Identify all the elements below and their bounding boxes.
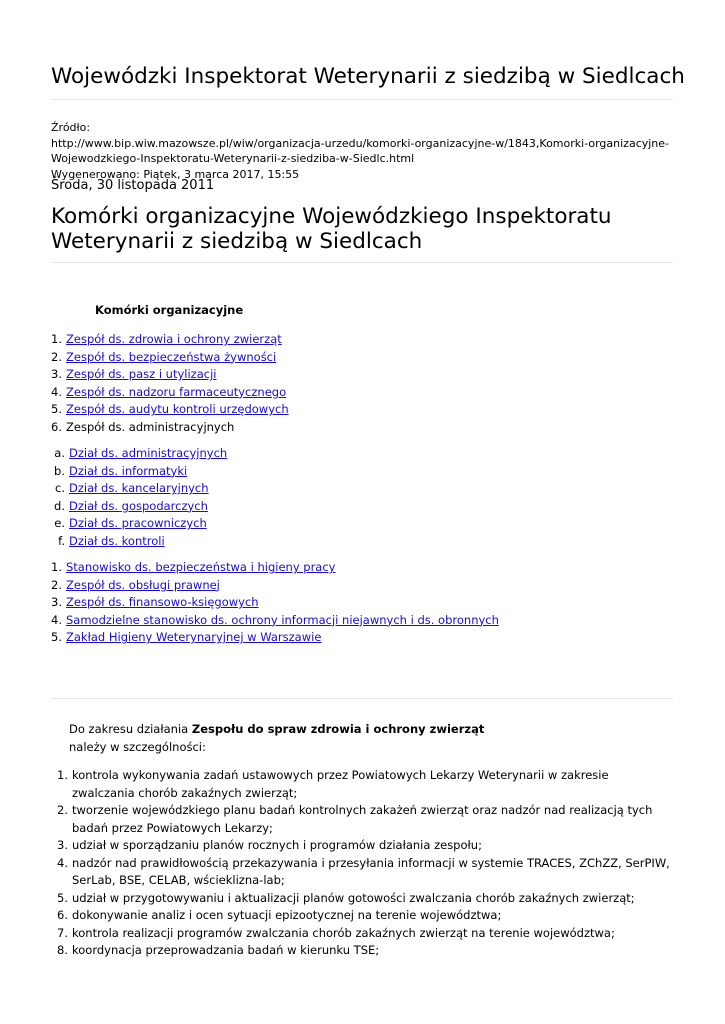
list-link[interactable]: Zespół ds. bezpieczeństwa żywności	[66, 349, 277, 364]
list-number: c.	[55, 481, 65, 496]
duty-text: koordynacja przeprowadzania badań w kierunku TSE;	[72, 943, 380, 957]
list-link[interactable]: Zespół ds. pasz i utylizacji	[66, 367, 217, 382]
duty-item	[57, 802, 672, 837]
list-link[interactable]: Zakład Higieny Weterynaryjnej w Warszawie	[66, 630, 322, 645]
list-number: 5.	[51, 402, 62, 417]
duty-number: 5.	[57, 890, 68, 905]
duty-text: kontrola realizacji programów zwalczania chorób zakaźnych zwierząt na terenie województwa;	[72, 925, 615, 940]
positions-list	[51, 559, 499, 647]
source-meta	[51, 120, 676, 182]
list-number: e.	[54, 516, 65, 531]
duty-text: nadzór nad prawidłowością przekazywania i przesyłania informacji w systemie TRACES, ZChZZ, SerPIW, SerLab, BSE, CELAB, wścieklizna-lab;	[72, 855, 670, 887]
duty-number: 2.	[57, 803, 68, 817]
duty-item	[57, 942, 672, 960]
list-number: 2.	[51, 577, 62, 592]
list-number: b.	[54, 463, 65, 478]
units-list	[51, 331, 289, 437]
list-number: 3.	[51, 595, 62, 610]
duty-item	[57, 890, 672, 908]
duty-number: 7.	[57, 925, 68, 940]
sub-unit-item[interactable]	[58, 533, 227, 551]
list-link[interactable]: Zespół ds. obsługi prawnej	[66, 577, 220, 592]
duty-item	[57, 925, 672, 943]
sub-unit-item[interactable]	[54, 463, 227, 481]
duty-text: kontrola wykonywania zadań ustawowych przez Powiatowych Lekarzy Weterynarii w zakresie zwalczania chorób zakaźnych zwierząt;	[72, 768, 609, 800]
sub-units-list	[54, 445, 228, 551]
unit-item[interactable]	[51, 401, 289, 419]
position-item[interactable]	[51, 612, 499, 630]
unit-item[interactable]	[51, 366, 289, 384]
list-number: a.	[54, 446, 65, 460]
content-divider	[51, 698, 673, 699]
duty-text: tworzenie wojewódzkiego planu badań kontrolnych zakażeń zwierząt oraz nadzór nad realizacją tych badań przez Powiatowych Lekarzy;	[72, 803, 653, 835]
list-number: 5.	[51, 630, 62, 645]
list-label: Zespół ds. administracyjnych	[66, 419, 235, 434]
duty-text: udział w przygotowywaniu i aktualizacji planów gotowości zwalczania chorób zakaźnych zwierząt;	[72, 890, 635, 905]
sub-unit-item[interactable]	[54, 498, 227, 516]
list-number: 3.	[51, 367, 62, 382]
list-link[interactable]: Zespół ds. finansowo-księgowych	[66, 595, 259, 610]
position-item[interactable]	[51, 594, 499, 612]
source-label: Źródło:	[51, 121, 91, 134]
list-number: 4.	[51, 384, 62, 399]
duty-number: 3.	[57, 838, 68, 852]
position-item[interactable]	[51, 629, 499, 647]
list-link[interactable]: Samodzielne stanowisko ds. ochrony informacji niejawnych i ds. obronnych	[66, 612, 499, 627]
publication-date: Środa, 30 listopada 2011	[51, 178, 215, 193]
sub-unit-item[interactable]	[54, 445, 228, 463]
duty-number: 4.	[57, 855, 68, 870]
duty-text: dokonywanie analiz i ocen sytuacji epizootycznej na terenie województwa;	[72, 908, 502, 922]
duty-text: udział w sporządzaniu planów rocznych i programów działania zespołu;	[72, 838, 482, 852]
list-link[interactable]: Zespół ds. nadzoru farmaceutycznego	[66, 384, 287, 399]
duties-list	[57, 767, 672, 960]
duty-number: 1.	[57, 768, 68, 782]
duty-number: 8.	[57, 943, 68, 957]
unit-item[interactable]	[51, 384, 289, 402]
list-link[interactable]: Stanowisko ds. bezpieczeństwa i higieny pracy	[66, 560, 336, 574]
list-link[interactable]: Zespół ds. zdrowia i ochrony zwierząt	[66, 332, 282, 346]
sub-unit-item[interactable]	[55, 480, 227, 498]
duty-item	[57, 837, 672, 855]
list-link[interactable]: Dział ds. kontroli	[69, 533, 165, 548]
position-item[interactable]	[51, 577, 499, 595]
header-divider	[51, 99, 673, 100]
list-link[interactable]: Zespół ds. audytu kontroli urzędowych	[66, 402, 289, 417]
list-number: 6.	[51, 419, 62, 434]
list-link[interactable]: Dział ds. gospodarczych	[69, 498, 208, 513]
duty-item	[57, 855, 672, 890]
intro-bold-text: Zespołu do spraw zdrowia i ochrony zwierząt	[191, 722, 485, 736]
unit-item	[51, 419, 289, 437]
organization-title: Wojewódzki Inspektorat Weterynarii z siedzibą w Siedlcach	[51, 64, 685, 89]
list-number: 2.	[51, 349, 62, 364]
source-url: http://www.bip.wiw.mazowsze.pl/wiw/organizacja-urzedu/komorki-organizacyjne-w/1843,Komorki-organizacyjne-Wojewodzkiego-Inspektoratu-Weterynarii-z-siedziba-w-Siedlc.html	[51, 136, 670, 165]
document-title: Komórki organizacyjne Wojewódzkiego Inspektoratu Weterynarii z siedzibą w Siedlcach	[51, 204, 612, 254]
list-number: d.	[54, 498, 65, 513]
intro-text: Do zakresu działania	[69, 722, 192, 736]
unit-item[interactable]	[51, 349, 289, 367]
list-link[interactable]: Dział ds. kancelaryjnych	[69, 481, 209, 496]
duty-number: 6.	[57, 908, 68, 922]
list-number: f.	[58, 533, 65, 548]
list-number: 4.	[51, 612, 62, 627]
intro-text-end: należy w szczególności:	[69, 740, 206, 754]
list-number: 1.	[51, 560, 62, 574]
list-link[interactable]: Dział ds. administracyjnych	[69, 446, 228, 460]
section-heading: Komórki organizacyjne	[95, 303, 244, 317]
sub-unit-item[interactable]	[54, 515, 227, 533]
duty-item	[57, 907, 672, 925]
list-link[interactable]: Dział ds. pracowniczych	[69, 516, 207, 531]
position-item[interactable]	[51, 559, 499, 577]
list-number: 1.	[51, 332, 62, 346]
unit-item[interactable]	[51, 331, 289, 349]
generated-timestamp: Wygenerowano: Piątek, 3 marca 2017, 15:55	[51, 167, 300, 181]
duties-intro	[69, 720, 489, 756]
list-link[interactable]: Dział ds. informatyki	[69, 463, 188, 478]
duty-item	[57, 767, 672, 802]
title-divider	[51, 262, 673, 263]
